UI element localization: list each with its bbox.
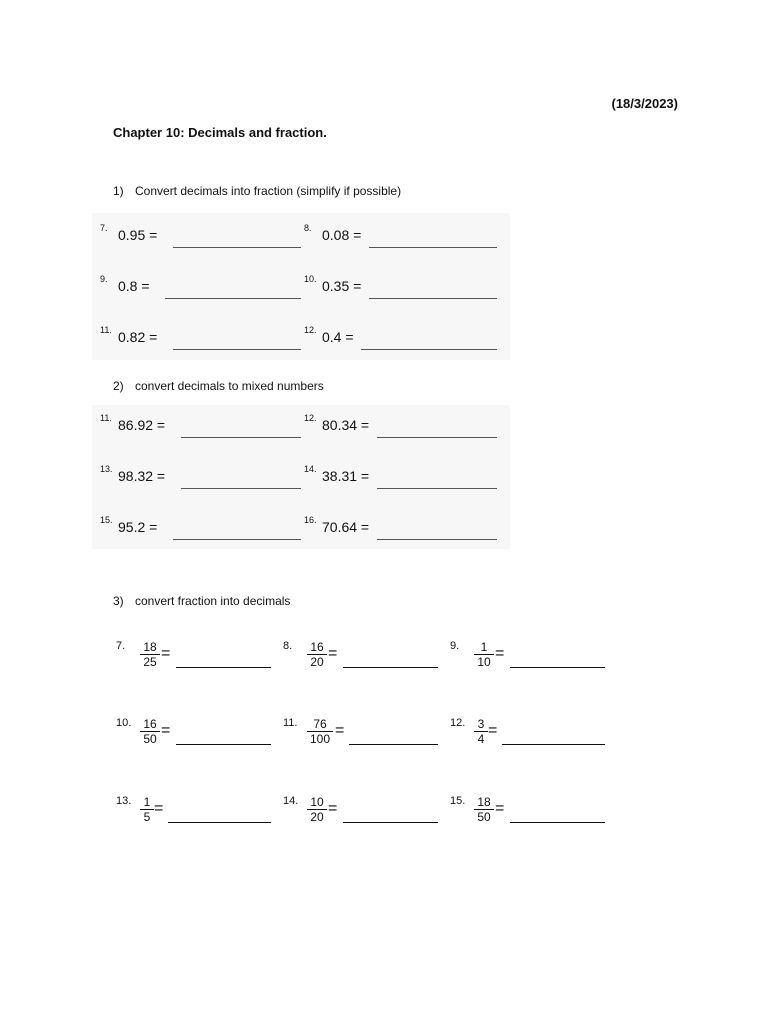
equals-sign: = (328, 800, 338, 817)
denominator: 100 (309, 732, 331, 746)
question-number: 8. (304, 223, 312, 233)
answer-line[interactable] (173, 247, 301, 248)
answer-line[interactable] (165, 298, 301, 299)
question-number: 9. (450, 640, 460, 652)
question-number: 13. (116, 795, 132, 807)
question-expression: 0.8 = (118, 278, 150, 294)
answer-line[interactable] (377, 437, 497, 438)
question-expression: 86.92 = (118, 417, 166, 433)
numerator: 18 (474, 795, 494, 810)
section-1-exercise-panel (92, 213, 510, 360)
question-expression: 38.31 = (322, 468, 370, 484)
question-number: 11. (283, 717, 298, 729)
question-expression: 0.08 = (322, 227, 362, 243)
denominator: 20 (310, 810, 324, 824)
question-number: 8. (283, 640, 293, 652)
section-number: 3) (113, 594, 124, 608)
question-number: 12. (450, 717, 466, 729)
equals-sign: = (161, 722, 171, 739)
question-number: 7. (100, 223, 108, 233)
question-expression: 95.2 = (118, 519, 158, 535)
question-number: 13. (100, 464, 113, 474)
denominator: 25 (143, 655, 157, 669)
section-1-heading (113, 184, 401, 198)
question-number: 14. (283, 795, 299, 807)
question-expression: 98.32 = (118, 468, 166, 484)
numerator: 1 (140, 795, 154, 810)
question-number: 15. (450, 795, 466, 807)
question-number: 12. (304, 325, 317, 335)
question-number: 9. (100, 274, 108, 284)
answer-line[interactable] (510, 822, 605, 823)
equals-sign: = (154, 800, 164, 817)
answer-line[interactable] (173, 539, 301, 540)
question-number: 10. (116, 717, 132, 729)
question-expression: 70.64 = (322, 519, 370, 535)
question-number: 7. (116, 640, 126, 652)
numerator: 3 (474, 717, 488, 732)
answer-line[interactable] (168, 822, 271, 823)
question-expression: 0.82 = (118, 329, 158, 345)
fraction (140, 640, 160, 669)
denominator: 4 (477, 732, 485, 746)
question-number: 16. (304, 515, 317, 525)
question-number: 11. (100, 413, 112, 423)
equals-sign: = (161, 645, 171, 662)
numerator: 10 (307, 795, 327, 810)
chapter-title: Chapter 10: Decimals and fraction. (113, 125, 327, 140)
fraction (474, 795, 494, 824)
answer-line[interactable] (510, 667, 605, 668)
question-expression: 0.4 = (322, 329, 354, 345)
equals-sign: = (328, 645, 338, 662)
answer-line[interactable] (343, 667, 438, 668)
equals-sign: = (488, 722, 498, 739)
equals-sign: = (495, 800, 505, 817)
denominator: 50 (477, 810, 491, 824)
section-number: 2) (113, 379, 124, 393)
question-number: 10. (304, 274, 317, 284)
question-number: 15. (100, 515, 113, 525)
numerator: 16 (307, 640, 327, 655)
fraction (474, 640, 494, 669)
answer-line[interactable] (176, 667, 271, 668)
answer-line[interactable] (502, 744, 605, 745)
worksheet-date: (18/3/2023) (611, 96, 678, 111)
fraction (140, 795, 154, 824)
equals-sign: = (335, 722, 345, 739)
fraction (307, 795, 327, 824)
answer-line[interactable] (369, 298, 497, 299)
question-number: 11. (100, 325, 112, 335)
question-expression: 0.35 = (322, 278, 362, 294)
fraction (474, 717, 488, 746)
answer-line[interactable] (181, 437, 301, 438)
denominator: 20 (310, 655, 324, 669)
answer-line[interactable] (361, 349, 497, 350)
fraction (307, 717, 333, 746)
answer-line[interactable] (181, 488, 301, 489)
equals-sign: = (495, 645, 505, 662)
numerator: 76 (307, 717, 333, 732)
answer-line[interactable] (349, 744, 438, 745)
question-number: 14. (304, 464, 317, 474)
section-2-heading (113, 379, 324, 393)
fraction (307, 640, 327, 669)
numerator: 18 (140, 640, 160, 655)
answer-line[interactable] (173, 349, 301, 350)
numerator: 1 (474, 640, 494, 655)
question-number: 12. (304, 413, 317, 423)
denominator: 5 (143, 810, 151, 824)
denominator: 10 (477, 655, 491, 669)
answer-line[interactable] (369, 247, 497, 248)
answer-line[interactable] (176, 744, 271, 745)
section-3-heading (113, 594, 290, 608)
section-title: Convert decimals into fraction (simplify if possible) (135, 184, 402, 198)
answer-line[interactable] (343, 822, 438, 823)
answer-line[interactable] (377, 539, 497, 540)
section-title: convert decimals to mixed numbers (135, 379, 324, 393)
section-number: 1) (113, 184, 124, 198)
fraction (140, 717, 160, 746)
section-2-exercise-panel (92, 405, 510, 549)
question-expression: 0.95 = (118, 227, 158, 243)
answer-line[interactable] (377, 488, 497, 489)
section-title: convert fraction into decimals (135, 594, 291, 608)
numerator: 16 (140, 717, 160, 732)
question-expression: 80.34 = (322, 417, 370, 433)
denominator: 50 (143, 732, 157, 746)
